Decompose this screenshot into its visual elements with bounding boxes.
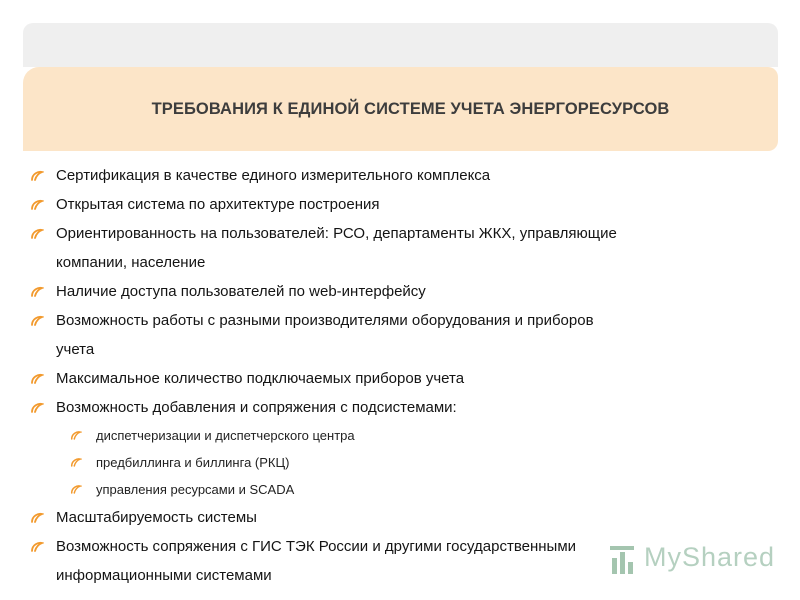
watermark-text: MyShared: [644, 542, 776, 572]
list-item-text: Сертификация в качестве единого измерительного комплекса: [56, 167, 491, 184]
list-item-continuation: [28, 335, 768, 364]
bullet-icon: [70, 484, 82, 495]
list-item-text: Наличие доступа пользователей по web-интерфейсу: [56, 283, 426, 300]
slide-title: ТРЕБОВАНИЯ К ЕДИНОЙ СИСТЕМЕ УЧЕТА ЭНЕРГОРЕСУРСОВ: [151, 99, 670, 118]
list-item-text: информационными системами: [56, 567, 272, 584]
bullet-icon: [30, 541, 44, 553]
list-item: [28, 219, 768, 248]
list-item: [28, 277, 768, 306]
bullet-icon: [30, 170, 44, 182]
bullet-icon: [30, 199, 44, 211]
list-item-continuation: [28, 561, 768, 590]
list-item-text: Масштабируемость системы: [56, 509, 257, 526]
sub-list-item-text: предбиллинга и биллинга (РКЦ): [96, 455, 290, 470]
list-item: [28, 306, 768, 335]
requirements-list: [28, 161, 768, 590]
header-band: [23, 23, 778, 67]
sub-list-item: [28, 476, 768, 503]
list-item-text: Возможность сопряжения с ГИС ТЭК России и другими государственными: [56, 538, 577, 555]
list-item-text: Возможность добавления и сопряжения с подсистемами:: [56, 399, 457, 416]
sub-list-item: [28, 449, 768, 476]
list-item: [28, 161, 768, 190]
list-item-text: Максимальное количество подключаемых приборов учета: [56, 370, 465, 387]
bullet-icon: [30, 286, 44, 298]
bullet-icon: [30, 402, 44, 414]
list-item-continuation: [28, 248, 768, 277]
list-item-text: Открытая система по архитектуре построения: [56, 196, 380, 213]
bullet-icon: [30, 228, 44, 240]
sub-list-item: [28, 422, 768, 449]
bullet-icon: [30, 315, 44, 327]
list-item: [28, 364, 768, 393]
bullet-icon: [70, 430, 82, 441]
list-item: [28, 393, 768, 422]
list-item: [28, 190, 768, 219]
list-item: [28, 503, 768, 532]
bullet-icon: [30, 512, 44, 524]
list-item-text: Возможность работы с разными производителями оборудования и приборов: [56, 312, 594, 329]
list-item-text: Ориентированность на пользователей: РСО, департаменты ЖКХ, управляющие: [56, 225, 617, 242]
list-item-text: компании, население: [56, 254, 206, 271]
bullet-icon: [70, 457, 82, 468]
list-item-text: учета: [56, 341, 95, 358]
bullet-icon: [30, 373, 44, 385]
title-band: [23, 67, 778, 151]
list-item: [28, 532, 768, 561]
sub-list-item-text: управления ресурсами и SCADA: [96, 482, 295, 497]
sub-list-item-text: диспетчеризации и диспетчерского центра: [96, 428, 355, 443]
